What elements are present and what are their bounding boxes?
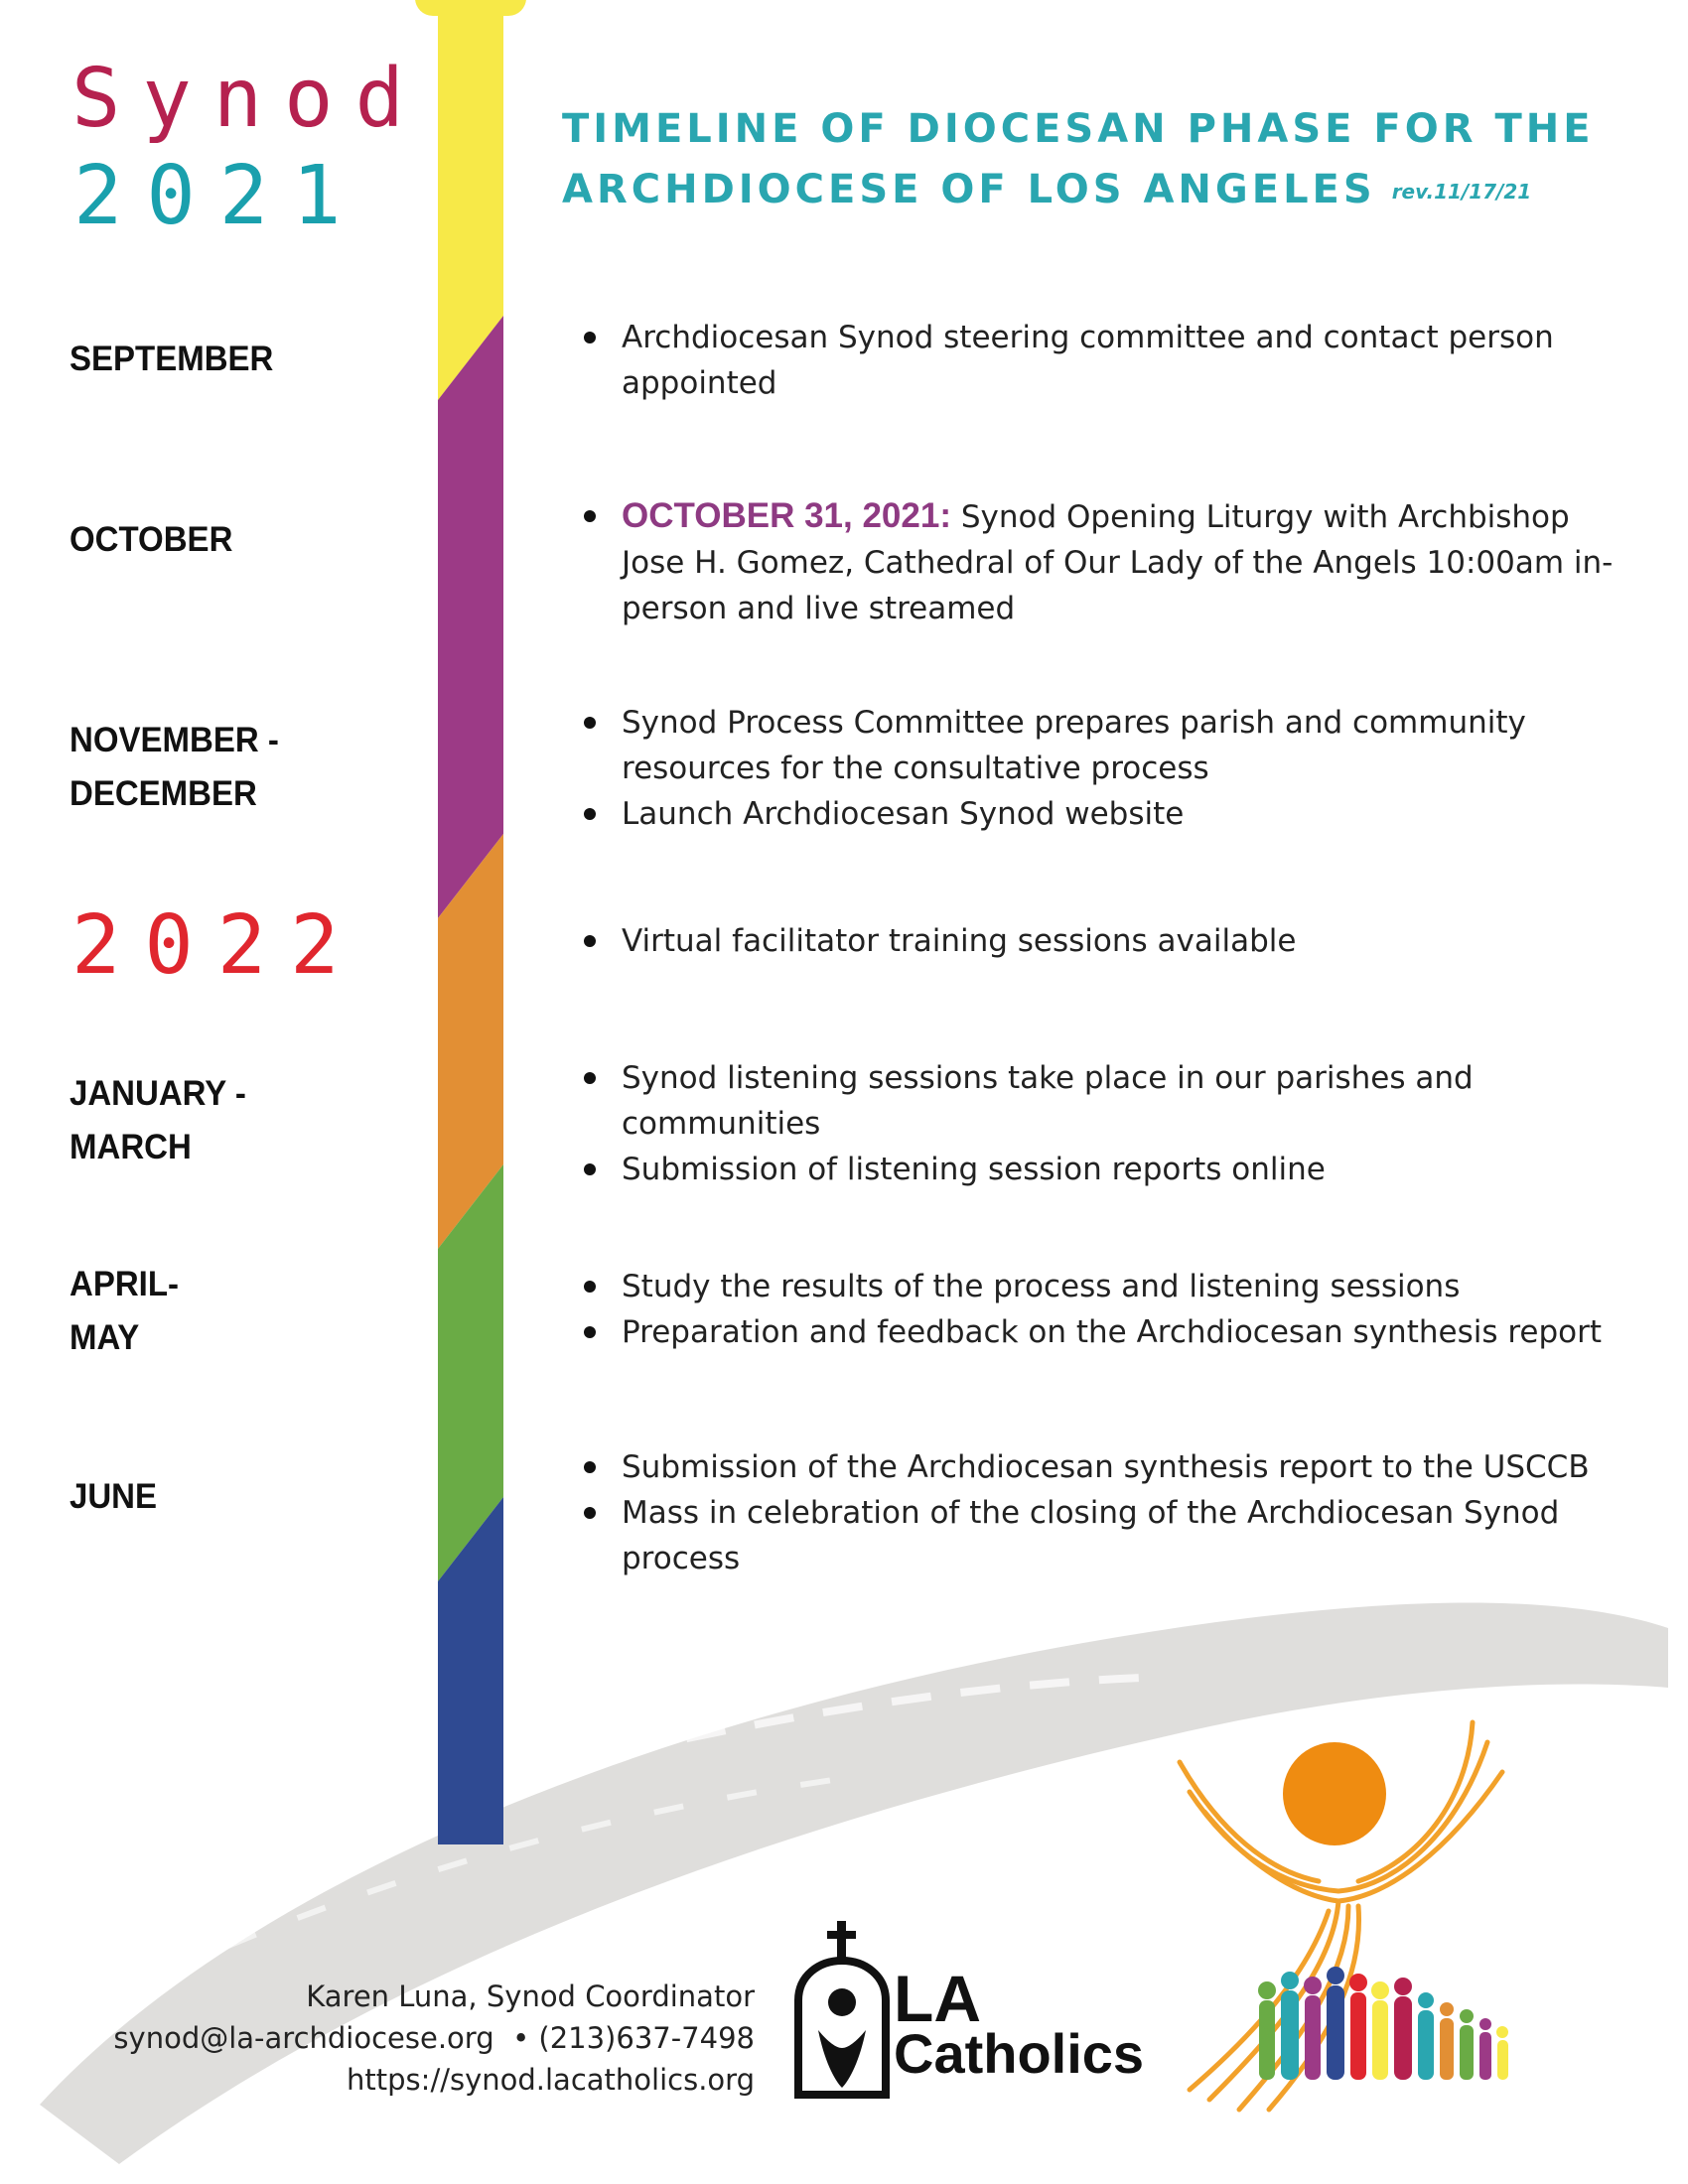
cross-icon	[827, 1921, 856, 1961]
list-item: Mass in celebration of the closing of the Archdiocesan Synod process	[584, 1490, 1636, 1581]
list-item	[584, 493, 1636, 631]
logo-catholics-text: Catholics	[894, 2022, 1145, 2085]
synod-wordmark: Synod	[71, 52, 426, 146]
church-door-icon	[798, 1961, 886, 2095]
list-item: Submission of listening session reports online	[584, 1147, 1636, 1192]
contact-name: Karen Luna, Synod Coordinator	[306, 1979, 755, 2013]
list-item-text: Synod Opening Liturgy with Archbishop Jose H. Gomez, Cathedral of Our Lady of the Angels 10:00am in-person and live streamed	[622, 499, 1614, 626]
list-item: Archdiocesan Synod steering committee and contact person appointed	[584, 315, 1636, 406]
month-text: APRIL-	[70, 1263, 179, 1303]
contact-email[interactable]: synod@la-archdiocese.org	[113, 2021, 494, 2055]
timeline-items-training	[584, 918, 1636, 964]
timeline-items-october	[584, 493, 1636, 631]
logo-la-text: LA	[894, 1962, 981, 2035]
month-text: JUNE	[70, 1475, 158, 1516]
contact-email-phone	[113, 2017, 755, 2059]
month-label-january-march	[70, 1066, 246, 1173]
month-text: MARCH	[70, 1126, 192, 1166]
title-line-1: TIMELINE OF DIOCESAN PHASE FOR THE	[562, 106, 1595, 152]
month-text: DECEMBER	[70, 772, 257, 813]
year-2022-heading: 2022	[71, 898, 363, 993]
timeline-items-april-may	[584, 1264, 1636, 1355]
month-label-june	[70, 1469, 157, 1523]
month-label-april-may	[70, 1257, 179, 1364]
title-line-2	[562, 160, 1595, 222]
month-text: OCTOBER	[70, 518, 233, 559]
timeline-items-january-march	[584, 1055, 1636, 1192]
synod-year-2021: 2021	[73, 149, 365, 243]
contact-url[interactable]: https://synod.lacatholics.org	[347, 2063, 755, 2097]
list-item: Preparation and feedback on the Archdiocesan synthesis report	[584, 1309, 1636, 1355]
contact-phone: • (213)637-7498	[512, 2021, 755, 2055]
people-silhouettes	[1258, 1967, 1508, 2080]
contact-block	[113, 1976, 755, 2101]
highlight-date: OCTOBER 31, 2021:	[622, 496, 951, 535]
month-label-october	[70, 512, 232, 566]
list-item: Study the results of the process and listening sessions	[584, 1264, 1636, 1309]
month-text: MAY	[70, 1316, 140, 1357]
title-line-2-text: ARCHDIOCESE OF LOS ANGELES	[562, 167, 1376, 212]
list-item: Synod listening sessions take place in our parishes and communities	[584, 1055, 1636, 1147]
list-item: Virtual facilitator training sessions available	[584, 918, 1636, 964]
month-text: NOVEMBER -	[70, 719, 279, 759]
timeline-items-june	[584, 1444, 1636, 1581]
list-item: Submission of the Archdiocesan synthesis report to the USCCB	[584, 1444, 1636, 1490]
month-label-september	[70, 332, 273, 385]
list-item: Synod Process Committee prepares parish and community resources for the consultative process	[584, 700, 1636, 791]
list-item: Launch Archdiocesan Synod website	[584, 791, 1636, 837]
timeline-items-november-december	[584, 700, 1636, 837]
la-catholics-logo-mark	[794, 1921, 894, 2100]
month-text: JANUARY -	[70, 1072, 246, 1113]
timeline-color-bar	[438, 0, 503, 1844]
la-catholics-wordmark	[894, 1962, 1145, 2085]
page-title	[562, 99, 1595, 222]
timeline-items-september	[584, 315, 1636, 406]
month-label-november-december	[70, 713, 279, 820]
month-text: SEPTEMBER	[70, 338, 274, 378]
revision-date: rev.11/17/21	[1391, 180, 1532, 204]
synod-sun-figures-icon	[1160, 1703, 1557, 2119]
